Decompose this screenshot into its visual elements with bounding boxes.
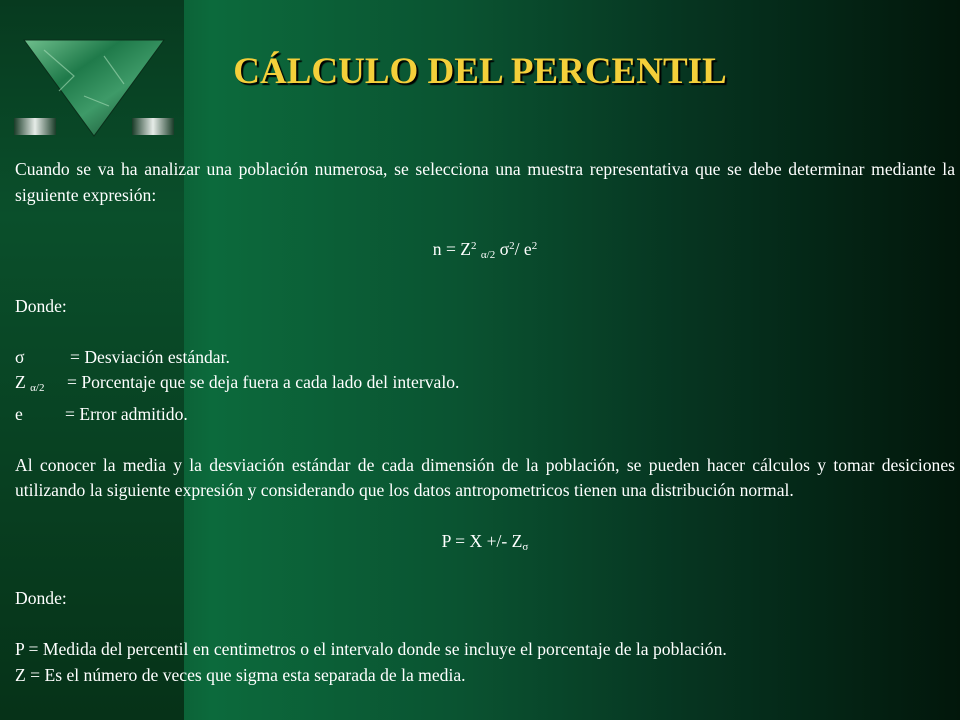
definition-z: Z $_{\alpha/2}$ = Porcentaje que se deja fuera a cada lado del intervalo. xyxy=(15,372,460,394)
definition-z-sigma: Z = Es el número de veces que sigma esta separada de la media. xyxy=(15,664,466,685)
donde-label-2: Donde: xyxy=(15,588,67,608)
sample-size-formula: $n = Z^2$ $_{\alpha/2}$ $\sigma^2/$ $e^2$ xyxy=(432,238,538,261)
slide-body xyxy=(15,157,955,688)
donde-label: Donde: xyxy=(15,295,67,316)
definition-e: e = Error admitido. xyxy=(15,403,188,424)
page-title: CÁLCULO DEL PERCENTIL xyxy=(233,51,727,92)
intro-paragraph: Cuando se va ha analizar una población numerosa, se selecciona una muestra representativa que se debe determinar mediante la siguiente expresión: xyxy=(15,159,955,205)
definition-p: P = Medida del percentil en centimetros o el intervalo donde se incluye el porcentaje de la población. xyxy=(15,639,727,659)
definition-sigma: σ = Desviación estándar. xyxy=(15,346,230,367)
second-paragraph: Al conocer la media y la desviación estándar de cada dimensión de la población, se pueden hacer cálculos y tomar desiciones utilizando la siguiente expresión y considerando que los datos antropometricos tienen una distribución normal. xyxy=(15,454,955,500)
percentile-formula: P = X +/- $Z_\sigma$ xyxy=(441,531,529,553)
